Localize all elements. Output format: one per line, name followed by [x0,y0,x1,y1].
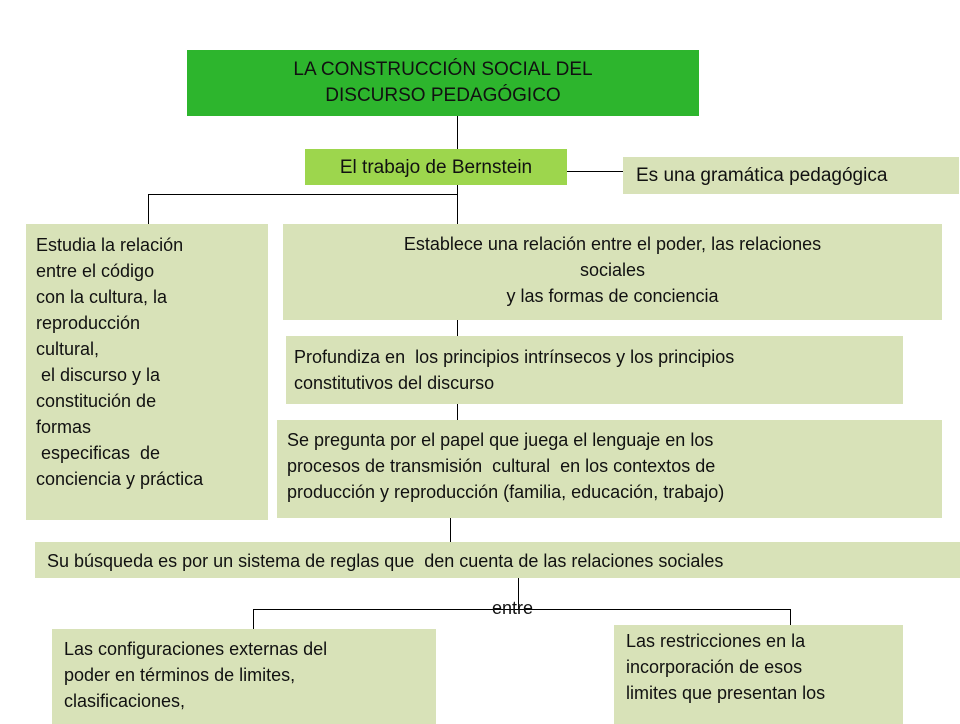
power-relations-node [283,224,942,320]
connector-author-down [457,185,458,224]
node-line: clasificaciones, [64,691,186,711]
diagram-title [187,50,699,116]
connector-branch-horizontal [148,194,458,195]
node-line: Estudia la relación [36,235,184,255]
node-line: reproducción [36,313,141,333]
connector-title-to-author [457,116,458,149]
external-configurations-node [52,629,436,724]
node-line: cultural, [36,339,100,359]
node-line: sociales [579,260,646,280]
node-line: especificas de [36,443,161,463]
language-role-node [277,420,942,518]
node-line: constitución de [36,391,157,411]
node-line: limites que presentan los [626,683,826,703]
node-line: entre el código [36,261,155,281]
node-line: formas [36,417,92,437]
connector-language-to-search [450,518,451,542]
node-line: con la cultura, la [36,287,168,307]
connector-branch-left [148,194,149,224]
node-line: Profundiza en los principios intrínsecos y los principios [294,347,735,367]
node-line: y las formas de conciencia [506,286,719,306]
node-line: Las configuraciones externas del [64,639,328,659]
node-line: procesos de transmisión cultural en los contextos de [287,456,716,476]
node-line: conciencia y práctica [36,469,204,489]
connector-bottom-right [790,609,791,625]
node-line: incorporación de esos [626,657,803,677]
node-line: el discurso y la [36,365,161,385]
connector-bottom-left [253,609,254,629]
principles-node [286,336,903,404]
rules-search-node: Su búsqueda es por un sistema de reglas que den cuenta de las relaciones sociales [35,542,960,578]
restrictions-node [614,625,903,724]
node-line: Establece una relación entre el poder, las relaciones [403,234,822,254]
grammar-node: Es una gramática pedagógica [623,157,959,194]
node-line: Las restricciones en la [626,631,806,651]
connector-principles-to-language [457,404,458,420]
connector-author-to-grammar [567,171,623,172]
author-node: El trabajo de Bernstein [305,149,567,185]
node-line: constitutivos del discurso [294,373,495,393]
node-line: poder en términos de limites, [64,665,296,685]
connector-power-to-principles [457,320,458,336]
node-line: producción y reproducción (familia, educación, trabajo) [287,482,725,502]
node-line: Se pregunta por el papel que juega el lenguaje en los [287,430,714,450]
diagram-title-line: LA CONSTRUCCIÓN SOCIAL DEL [293,59,593,80]
connector-label: entre [492,598,534,618]
code-culture-node [26,224,268,520]
diagram-title-line: DISCURSO PEDAGÓGICO [325,85,561,106]
